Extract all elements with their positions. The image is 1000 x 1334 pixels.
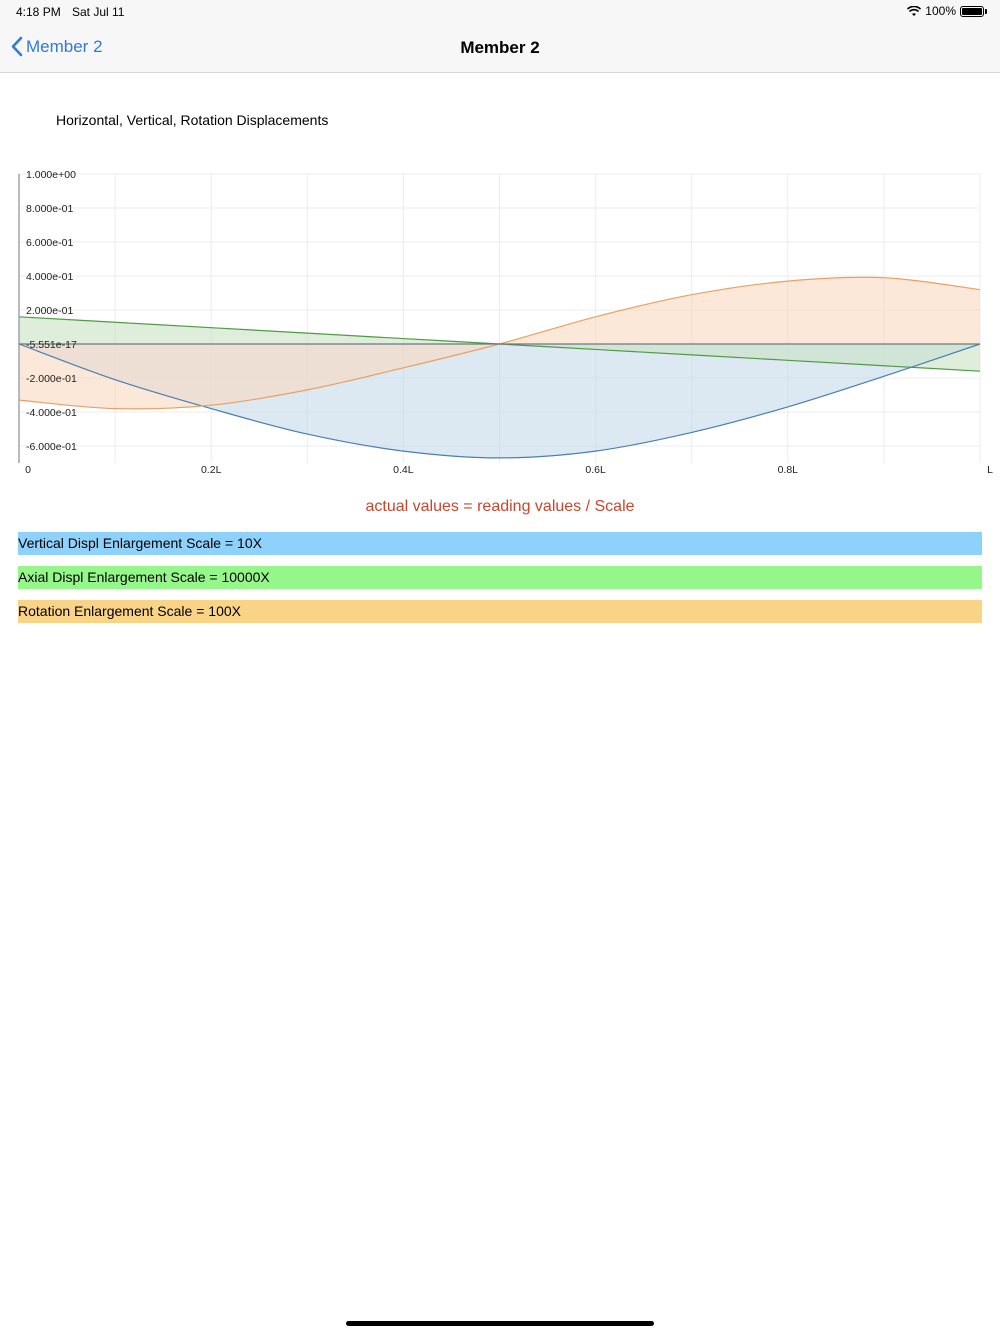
rotation-scale-bar: Rotation Enlargement Scale = 100X [18, 600, 982, 623]
y-tick-label: -5.551e-17 [26, 339, 77, 351]
x-tick-label: 0.4L [393, 464, 414, 476]
status-right [907, 4, 984, 18]
vertical-scale-bar: Vertical Displ Enlargement Scale = 10X [18, 532, 982, 555]
y-tick-label: 6.000e-01 [26, 237, 74, 249]
status-time: 4:18 PM [16, 5, 61, 19]
x-tick-label: L [987, 464, 993, 476]
back-button-label: Member 2 [26, 36, 103, 56]
page-title: Member 2 [460, 38, 540, 57]
scale-note: actual values = reading values / Scale [365, 498, 635, 515]
home-indicator [346, 1321, 654, 1326]
displacement-chart [0, 160, 1000, 480]
battery-icon [960, 6, 984, 17]
y-tick-label: 4.000e-01 [26, 271, 74, 283]
x-tick-label: 0.6L [585, 464, 606, 476]
x-tick-label: 0.8L [777, 464, 799, 476]
y-tick-label: 2.000e-01 [26, 305, 74, 317]
navigation-bar [0, 24, 1000, 73]
status-date: Sat Jul 11 [72, 5, 125, 19]
status-bar [0, 0, 1000, 24]
y-tick-label: -4.000e-01 [26, 407, 77, 419]
x-tick-label: 0 [25, 464, 31, 476]
y-tick-label: -6.000e-01 [26, 441, 77, 453]
y-tick-label: 1.000e+00 [26, 169, 76, 181]
axial-scale-bar: Axial Displ Enlargement Scale = 10000X [18, 566, 982, 589]
x-tick-label: 0.2L [200, 464, 222, 476]
y-tick-label: -2.000e-01 [26, 373, 77, 385]
x-tick-labels [25, 464, 993, 476]
chart-title: Horizontal, Vertical, Rotation Displacements [56, 112, 329, 128]
battery-percentage: 100% [925, 4, 956, 18]
y-tick-label: 8.000e-01 [26, 203, 74, 215]
y-tick-labels [26, 169, 77, 453]
wifi-icon [907, 6, 921, 17]
